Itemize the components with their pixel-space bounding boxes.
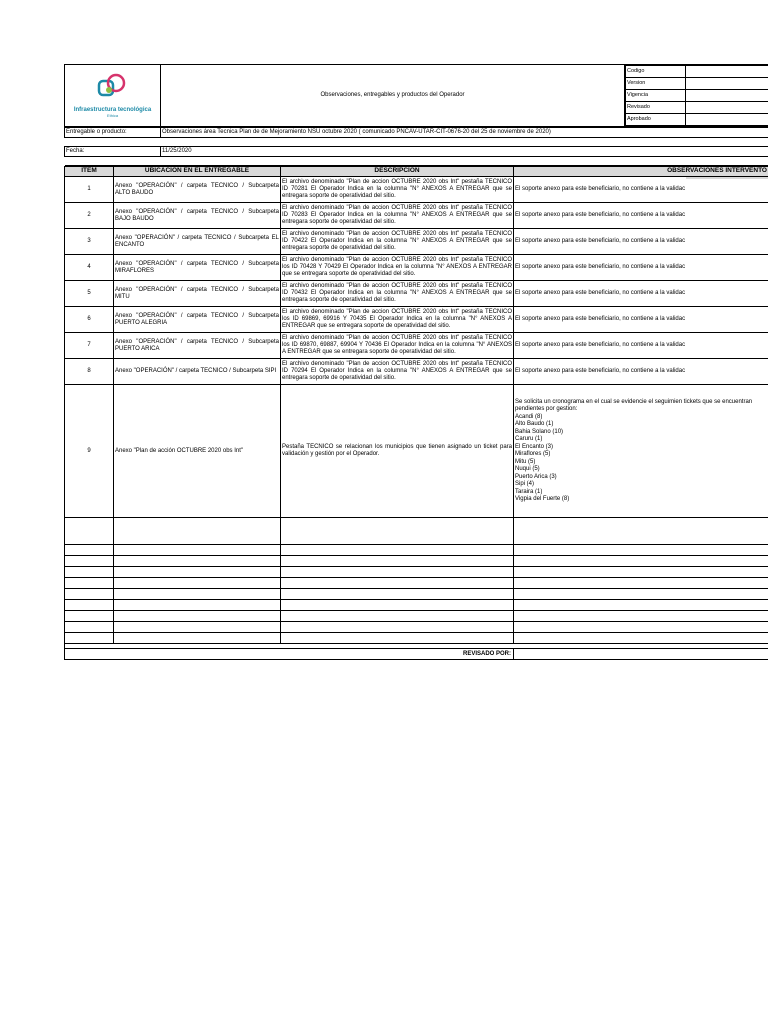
meta-label: Vigencia (626, 90, 686, 102)
cell-observation: El soporte anexo para este beneficiario, no contiene a la validac (514, 177, 768, 203)
empty-row (65, 578, 768, 589)
observation-list-item: Acandi (8) (515, 413, 543, 420)
document-sheet (64, 64, 768, 694)
observation-list-item: Mitu (5) (515, 458, 536, 465)
empty-row (65, 611, 768, 622)
observation-list-item: Vigpia del Fuerte (8) (515, 496, 570, 502)
cell-description: Pestaña TECNICO se relacionan los municipios que tienen asignado un ticket para validación y gestión por el Operador. (281, 385, 514, 518)
cell-description: El archivo denominado "Plan de accion OCTUBRE 2020 obs Int" pestaña TECNICO ID 70294 El Operador Indica en la columna "N° ANEXOS A ENTREGAR que se entregara soporte de operatividad del sitio. (281, 359, 514, 385)
observation-list-item: Nuqui (5) (515, 466, 540, 472)
cell-item: 7 (65, 333, 114, 359)
cell-observation: El soporte anexo para este beneficiario, no contiene a la validac (514, 281, 768, 307)
info-value: 11/25/2020 (161, 147, 768, 157)
info-value: Observaciones área Tecnica Plan de de Mejoramiento NSU octubre 2020 ( comunicado PNCAV-UTAR-CIT-0676-20 del 25 de noviembre de 2020) (161, 128, 768, 138)
cell-location: Anexo "OPERACIÓN" / carpeta TECNICO / Subcarpeta MITU (114, 281, 281, 307)
cell-observation (514, 385, 768, 518)
table-row (65, 255, 768, 281)
cell-observation: El soporte anexo para este beneficiario, no contiene a la validac (514, 333, 768, 359)
observations-table (64, 166, 768, 660)
table-row (65, 177, 768, 203)
empty-row (65, 600, 768, 611)
cell-item: 6 (65, 307, 114, 333)
table-row (65, 307, 768, 333)
column-header: ITEM (65, 167, 114, 177)
cell-description: El archivo denominado "Plan de accion OCTUBRE 2020 obs Int" pestaña TECNICO ID 70432 El Operador Indica en la columna "N° ANEXOS A ENTREGAR que se entregara soporte de operatividad del sitio. (281, 281, 514, 307)
cell-location: Anexo "OPERACIÓN" / carpeta TECNICO / Subcarpeta MIRAFLORES (114, 255, 281, 281)
table-row (65, 359, 768, 385)
company-logo-icon (96, 71, 130, 103)
cell-description: El archivo denominado "Plan de accion OCTUBRE 2020 obs Int" pestaña TECNICO los ID 69869, 69916 Y 70435 El Operador Indica en la columna "N° ANEXOS A ENTREGAR que se entregara soporte de operatividad del sitio. (281, 307, 514, 333)
cell-observation: El soporte anexo para este beneficiario, no contiene a la validac (514, 203, 768, 229)
header-table (64, 64, 768, 127)
column-header: DESCRIPCIÓN (281, 167, 514, 177)
cell-observation: El soporte anexo para este beneficiario, no contiene a la validac (514, 359, 768, 385)
cell-observation: El soporte anexo para este beneficiario, no contiene a la validac (514, 229, 768, 255)
logo-subtext: Ethica (106, 113, 119, 119)
cell-item: 8 (65, 359, 114, 385)
info-table (64, 127, 768, 166)
table-header-row (65, 167, 768, 177)
reviewed-by-label: REVISADO POR: (65, 649, 514, 660)
empty-row (65, 589, 768, 600)
cell-location: Anexo "OPERACIÓN" / carpeta TECNICO / Subcarpeta BAJO BAUDO (114, 203, 281, 229)
cell-item: 2 (65, 203, 114, 229)
observation-list-item: Sipi (4) (515, 481, 535, 487)
cell-description: El archivo denominado "Plan de accion OCTUBRE 2020 obs Int" pestaña TECNICO ID 70422 El Operador Indica en la columna "N° ANEXOS A ENTREGAR que se entregara soporte de operatividad del sitio. (281, 229, 514, 255)
cell-observation: El soporte anexo para este beneficiario, no contiene a la validac (514, 255, 768, 281)
cell-item: 9 (65, 385, 114, 518)
cell-description: El archivo denominado "Plan de accion OCTUBRE 2020 obs Int" pestaña TECNICO ID 70283 El Operador Indica en la columna "N° ANEXOS A ENTREGAR que se entregara soporte de operatividad del sitio. (281, 203, 514, 229)
info-label: Entregable o producto: (65, 128, 161, 138)
observation-list-item: Caruru (1) (515, 436, 543, 442)
observation-list-item: Bahia Solano (10) (515, 428, 564, 435)
table-row (65, 333, 768, 359)
observation-list-item: Miraflores (5) (515, 451, 551, 457)
column-header: UBICACIÓN EN EL ENTREGABLE (114, 167, 281, 177)
info-label: Fecha: (65, 147, 161, 157)
meta-label: Version (626, 78, 686, 90)
table-row (65, 203, 768, 229)
observation-intro: Se solicita un cronograma en el cual se evidencie el seguimien tickets que se encuentran pendientes por gestion: (515, 398, 753, 412)
observation-list-item: El Encanto (3) (515, 443, 554, 450)
cell-location: Anexo "OPERACIÓN" / carpeta TECNICO / Subcarpeta ALTO BAUDO (114, 177, 281, 203)
logo-cell (65, 65, 161, 127)
meta-cell (625, 65, 768, 127)
cell-description: El archivo denominado "Plan de accion OCTUBRE 2020 obs Int" pestaña TECNICO los ID 70428 Y 70429 El Operador Indica en la columna "N° ANEXOS A ENTREGAR que se entregara soporte de operatividad del sitio. (281, 255, 514, 281)
observation-list-item: Puerto Arica (3) (515, 473, 557, 480)
empty-row (65, 556, 768, 567)
cell-location: Anexo "OPERACIÓN" / carpeta TECNICO / Subcarpeta EL ENCANTO (114, 229, 281, 255)
empty-row (65, 622, 768, 633)
cell-location: Anexo "OPERACIÓN" / carpeta TECNICO / Subcarpeta PUERTO ALEGRIA (114, 307, 281, 333)
observation-list-item: Alto Baudo (1) (515, 421, 554, 427)
cell-observation: El soporte anexo para este beneficiario, no contiene a la validac (514, 307, 768, 333)
table-row (65, 281, 768, 307)
cell-location: Anexo "Plan de acción OCTUBRE 2020 obs Int" (114, 385, 281, 518)
meta-label: Codigo (626, 66, 686, 78)
table-row (65, 385, 768, 518)
empty-row (65, 567, 768, 578)
reviewed-row (65, 649, 768, 660)
meta-label: Aprobado (626, 114, 686, 126)
empty-row (65, 633, 768, 644)
cell-description: El archivo denominado "Plan de accion OCTUBRE 2020 obs Int" pestaña TECNICO los ID 69870, 69887, 69904 Y 70436 El Operador Indica en la columna "N° ANEXOS A ENTREGAR que se entregara soporte de operatividad del sitio. (281, 333, 514, 359)
document-title: Observaciones, entregables y productos del Operador (161, 65, 625, 127)
column-header: OBSERVACIONES INTERVENTO (514, 167, 768, 177)
empty-row (65, 518, 768, 545)
observation-list-item: Taraira (1) (515, 488, 543, 495)
cell-description: El archivo denominado "Plan de accion OCTUBRE 2020 obs Int" pestaña TECNICO ID 70281 El Operador Indica en la columna "N° ANEXOS A ENTREGAR que se entregara soporte de operatividad del sitio. (281, 177, 514, 203)
cell-item: 5 (65, 281, 114, 307)
cell-item: 1 (65, 177, 114, 203)
logo-text: Infraestructura tecnológica (73, 106, 152, 113)
cell-location: Anexo "OPERACIÓN" / carpeta TECNICO / Subcarpeta PUERTO ARICA (114, 333, 281, 359)
table-row (65, 229, 768, 255)
cell-item: 3 (65, 229, 114, 255)
meta-label: Revisado (626, 102, 686, 114)
cell-location: Anexo "OPERACIÓN" / carpeta TECNICO / Subcarpeta SIPI (114, 359, 281, 385)
empty-row (65, 545, 768, 556)
cell-item: 4 (65, 255, 114, 281)
